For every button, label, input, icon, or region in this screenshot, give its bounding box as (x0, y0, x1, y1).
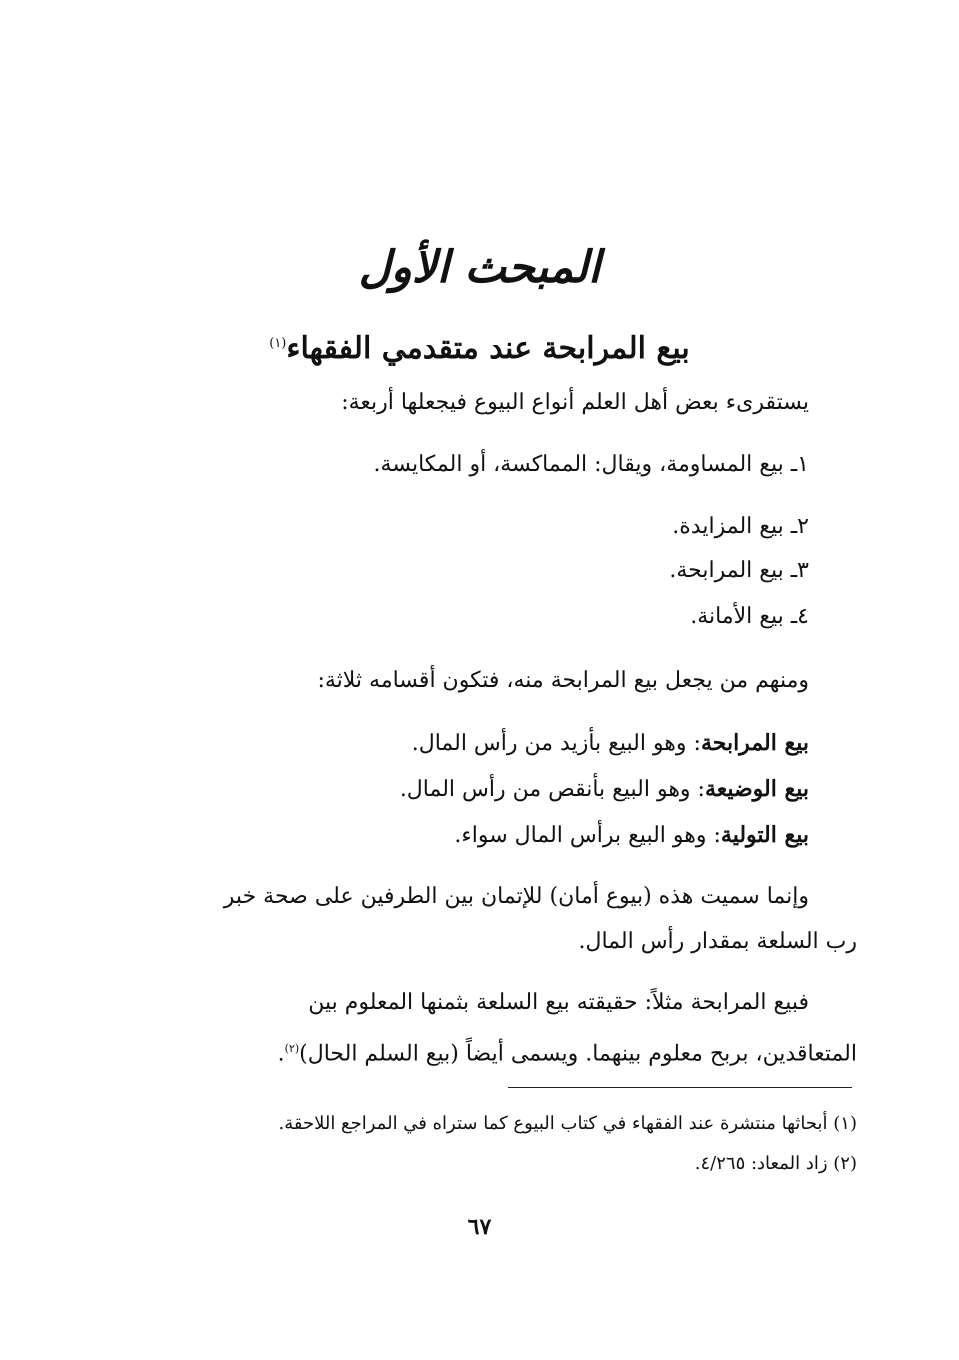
footnote-ref-1: (١) (269, 336, 287, 351)
division-definition: : وهو البيع بأنقص من رأس المال. (399, 777, 705, 802)
list-item: ١ـ بيع المساومة، ويقال: المماكسة، أو المكايسة. (373, 452, 809, 477)
footnote: (٢) زاد المعاد: ٤/٢٦٥. (694, 1153, 857, 1174)
division-term: بيع التولية (720, 822, 809, 848)
division-item (454, 818, 809, 853)
section-title (0, 322, 959, 371)
paragraph-end: . (277, 1041, 285, 1067)
page-number: ٦٧ (467, 1214, 492, 1240)
section-title-text: بيع المرابحة عند متقدمي الفقهاء (286, 331, 690, 366)
paragraph-line: رب السلعة بمقدار رأس المال. (578, 929, 857, 954)
division-item (412, 726, 809, 761)
paragraph-text: المتعاقدين، بربح معلوم بينهما. ويسمى أيضاً (بيع السلم الحال) (299, 1041, 857, 1067)
intro2-paragraph: ومنهم من يجعل بيع المرابحة منه، فتكون أقسامه ثلاثة: (317, 668, 809, 693)
intro-paragraph: يستقرىء بعض أهل العلم أنواع البيوع فيجعلها أربعة: (341, 390, 809, 415)
paragraph-line: فبيع المرابحة مثلاً: حقيقته بيع السلعة بثمنها المعلوم بين (308, 990, 809, 1015)
division-term: بيع المرابحة (700, 730, 809, 756)
footnote-divider (508, 1087, 852, 1088)
division-definition: : وهو البيع بأزيد من رأس المال. (411, 731, 701, 756)
footnote: (١) أبحاثها منتشرة عند الفقهاء في كتاب البيوع كما ستراه في المراجع اللاحقة. (278, 1113, 857, 1134)
division-definition: : وهو البيع برأس المال سواء. (454, 823, 721, 848)
chapter-heading: المبحث الأول (358, 242, 601, 293)
paragraph-line (278, 1032, 857, 1071)
list-item: ٤ـ بيع الأمانة. (690, 604, 809, 629)
division-term: بيع الوضيعة (704, 776, 809, 802)
list-item: ٢ـ بيع المزايدة. (672, 514, 809, 539)
footnote-ref-2: (٢) (284, 1042, 300, 1055)
division-item (400, 772, 809, 807)
paragraph-line: وإنما سميت هذه (بيوع أمان) للإتمان بين الطرفين على صحة خبر (223, 884, 809, 909)
list-item: ٣ـ بيع المرابحة. (669, 558, 809, 583)
